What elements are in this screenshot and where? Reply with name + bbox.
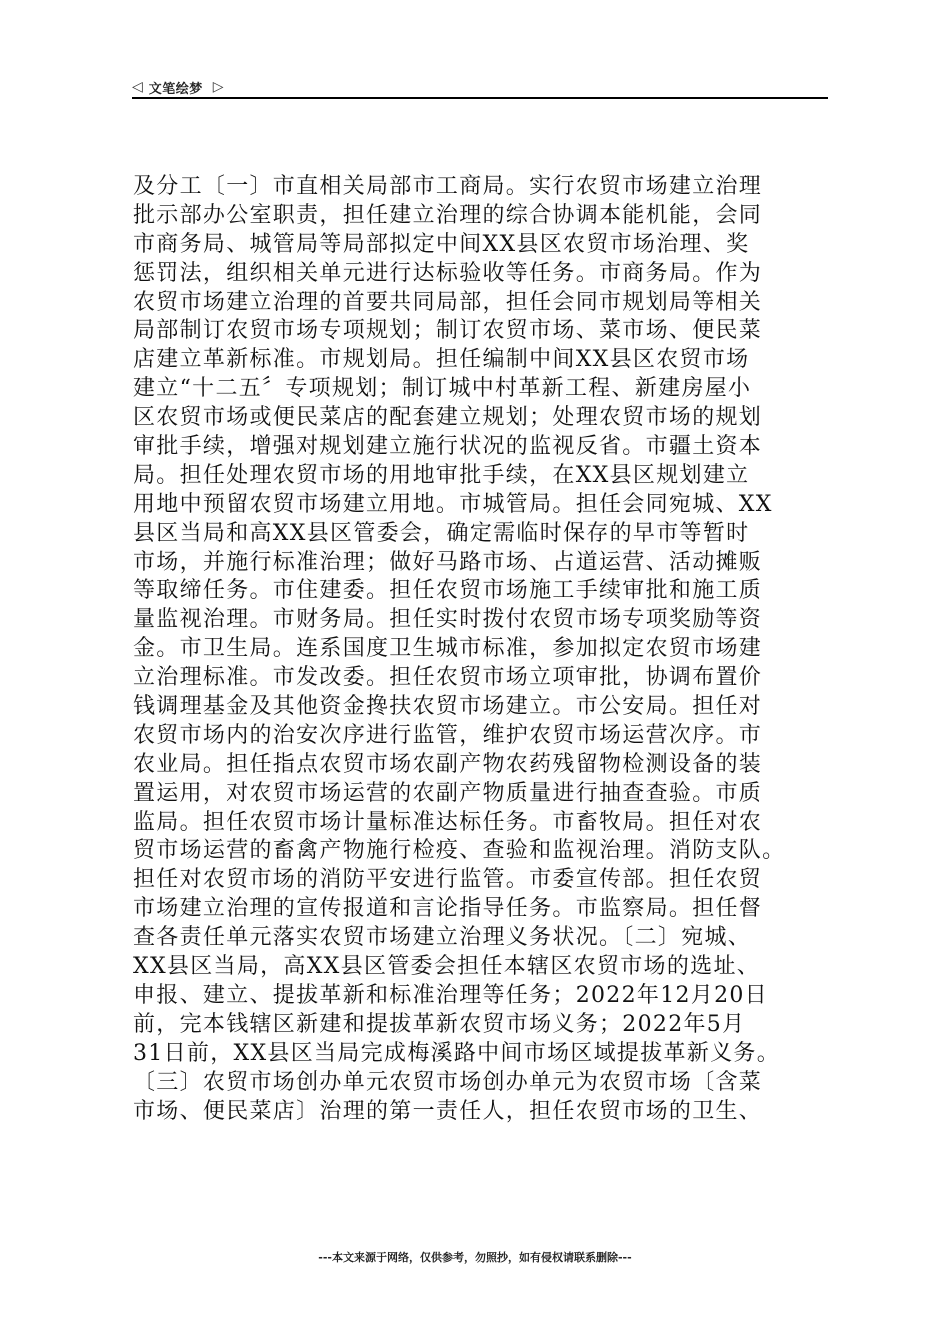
body-line: 申报、建立、提拔革新和标准治理等任务；2022年12月20日: [133, 982, 768, 1008]
body-line: 查各责任单元落实农贸市场建立治理义务状况。〔二〕宛城、: [133, 925, 752, 951]
document-body: [133, 173, 833, 1126]
body-line: 建立“十二五〞专项规划；制订城中村革新工程、新建房屋小: [133, 376, 752, 402]
body-line: 局。担任处理农贸市场的用地审批手续，在XX县区规划建立: [133, 462, 750, 488]
body-line: 钱调理基金及其他资金搀扶农贸市场建立。市公安局。担任对: [133, 694, 763, 720]
header-divider: [132, 97, 828, 99]
body-line: XX县区当局，高XX县区管委会担任本辖区农贸市场的选址、: [133, 954, 761, 980]
body-line: 置运用，对农贸市场运营的农副产物质量进行抽查查验。市质: [133, 780, 763, 806]
body-line: 农业局。担任指点农贸市场农副产物农药残留物检测设备的装: [133, 751, 763, 777]
body-line: 金。市卫生局。连系国度卫生城市标准，参加拟定农贸市场建: [133, 636, 763, 662]
body-line: 监局。担任农贸市场计量标准达标任务。市畜牧局。担任对农: [133, 809, 763, 835]
body-line: 等取缔任务。市住建委。担任农贸市场施工手续审批和施工质: [133, 578, 763, 604]
body-line: 立治理标准。市发改委。担任农贸市场立项审批，协调布置价: [133, 665, 763, 691]
footer-notice: ---本文来源于网络，仅供参考，勿照抄，如有侵权请联系删除---: [318, 1251, 632, 1264]
document-header: [132, 76, 828, 98]
body-line: 区农贸市场或便民菜店的配套建立规划；处理农贸市场的规划: [133, 405, 763, 431]
left-triangle-icon: ◁: [132, 79, 143, 95]
body-line: 局部制订农贸市场专项规划；制订农贸市场、菜市场、便民菜: [133, 318, 763, 344]
body-line: 县区当局和高XX县区管委会，确定需临时保存的早市等暂时: [133, 520, 750, 546]
body-line: 担任对农贸市场的消防平安进行监管。市委宣传部。担任农贸: [133, 867, 763, 893]
body-line: 市场、便民菜店〕治理的第一责任人，担任农贸市场的卫生、: [133, 1098, 763, 1124]
body-line: 31日前，XX县区当局完成梅溪路中间市场区域提拔革新义务。: [133, 1040, 781, 1066]
body-line: 审批手续，增强对规划建立施行状况的监视反省。市疆土资本: [133, 434, 763, 460]
header-brand: 文笔绘梦: [148, 81, 203, 97]
body-line: 及分工〔一〕市直相关局部市工商局。实行农贸市场建立治理: [133, 174, 763, 199]
body-line: 〔三〕农贸市场创办单元农贸市场创办单元为农贸市场〔含菜: [133, 1069, 763, 1095]
body-line: 市场建立治理的宣传报道和言论指导任务。市监察局。担任督: [133, 896, 763, 922]
body-line: 贸市场运营的畜禽产物施行检疫、查验和监视治理。消防支队。: [133, 838, 786, 864]
body-line: 前，完本钱辖区新建和提拔革新农贸市场义务；2022年5月: [133, 1011, 746, 1037]
body-line: 量监视治理。市财务局。担任实时拨付农贸市场专项奖励等资: [133, 607, 763, 633]
body-line: 店建立革新标准。市规划局。担任编制中间XX县区农贸市场: [133, 347, 750, 373]
body-line: 农贸市场建立治理的首要共同局部，担任会同市规划局等相关: [133, 289, 763, 315]
body-line: 惩罚法，组织相关单元进行达标验收等任务。市商务局。作为: [133, 260, 763, 286]
body-line: 市场，并施行标准治理；做好马路市场、占道运营、活动摊贩: [133, 549, 763, 575]
body-line: 市商务局、城管局等局部拟定中间XX县区农贸市场治理、奖: [133, 231, 750, 257]
body-line: 农贸市场内的治安次序进行监管，维护农贸市场运营次序。市: [133, 722, 763, 748]
body-line: 用地中预留农贸市场建立用地。市城管局。担任会同宛城、XX: [133, 491, 773, 517]
right-triangle-icon: ▷: [212, 79, 224, 95]
body-line: 批示部办公室职责，担任建立治理的综合协调本能机能，会同: [133, 202, 763, 228]
